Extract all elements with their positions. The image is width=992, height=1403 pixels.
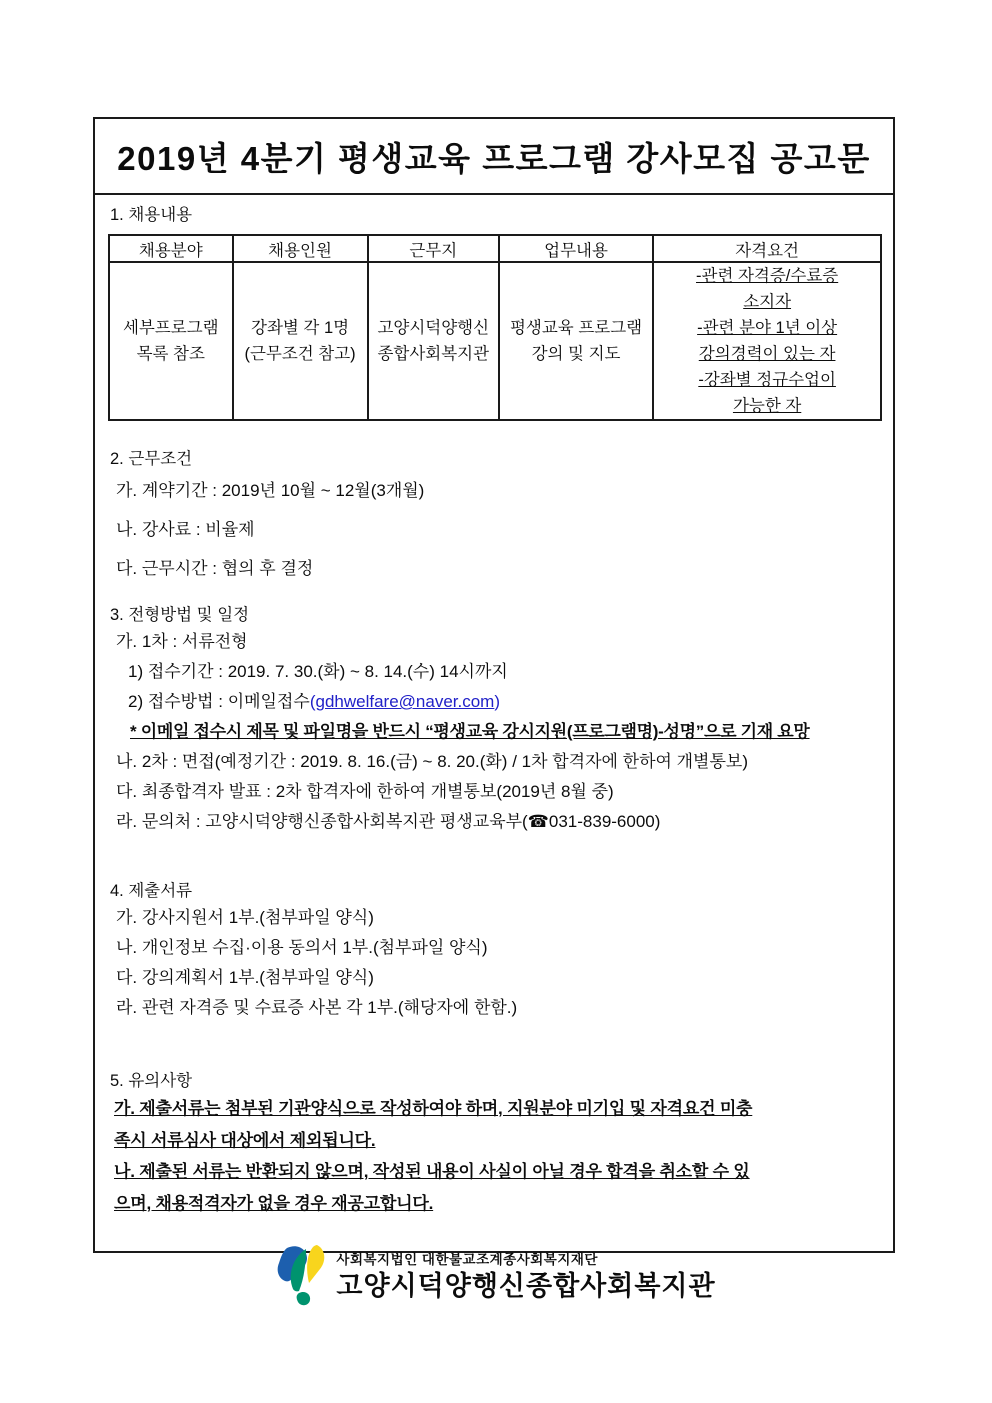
email-naming-note: * 이메일 접수시 제목 및 파일명을 반드시 “평생교육 강시지원(프로그램명)-성명”으로 기재 요망	[130, 722, 810, 741]
work-condition-item: 가. 계약기간 : 2019년 10월 ~ 12월(3개월)	[116, 481, 425, 500]
welfare-center-logo-icon	[272, 1245, 328, 1309]
qualification-line: 강의경력이 있는 자	[698, 345, 836, 363]
section-heading-selection: 3. 전형방법 및 일정	[110, 606, 250, 624]
column-header-workplace: 근무지	[368, 235, 499, 262]
table-row	[109, 262, 881, 420]
organization-names	[336, 1251, 715, 1303]
column-header-field: 채용분야	[109, 235, 233, 262]
notice-line: 가. 제출서류는 첨부된 기관양식으로 작성하여야 하며, 지원분야 미기입 및 자격요건 미충	[114, 1099, 753, 1118]
selection-item-final-announcement: 다. 최종합격자 발표 : 2차 합격자에 한하여 개별통보(2019년 8월 중)	[116, 782, 614, 801]
qualification-line: -강좌별 정규수업이	[698, 371, 836, 389]
column-header-qualifications: 자격요건	[653, 235, 881, 262]
column-header-count: 채용인원	[233, 235, 368, 262]
section-heading-documents: 4. 제출서류	[110, 882, 193, 900]
section-heading-work-conditions: 2. 근무조건	[110, 450, 193, 468]
qualification-line: -관련 분야 1년 이상	[697, 319, 838, 337]
announcement-document	[93, 117, 895, 1301]
cell-workplace	[368, 262, 499, 420]
section-recruitment	[108, 203, 880, 421]
section-required-documents	[108, 879, 880, 1023]
cell-field	[109, 262, 233, 420]
email-paren-open: (	[309, 692, 316, 711]
qualification-line: 가능한 자	[732, 397, 802, 415]
email-link[interactable]: gdhwelfare@naver.com	[315, 692, 495, 711]
foundation-name: 사회복지법인 대한불교조계종사회복지재단	[336, 1252, 598, 1267]
section-heading-notices: 5. 유의사항	[110, 1072, 193, 1090]
email-paren-close: )	[494, 692, 501, 711]
cell-duty-line1: 평생교육 프로그램	[509, 319, 643, 337]
recruitment-table	[108, 234, 882, 421]
qualification-line: 소지자	[743, 293, 792, 311]
cell-workplace-line1: 고양시덕양행신	[377, 319, 490, 337]
welfare-center-name: 고양시덕양행신종합사회복지관	[336, 1271, 716, 1301]
apply-method-text: 2) 접수방법 : 이메일접수	[128, 692, 310, 711]
cell-qualifications	[653, 262, 881, 420]
selection-subitem-method	[108, 687, 880, 717]
notice-line: 족시 서류심사 대상에서 제외됩니다.	[114, 1130, 376, 1150]
work-condition-item: 나. 강사료 : 비율제	[116, 520, 255, 539]
cell-count-line2: (근무조건 참고)	[244, 345, 356, 363]
section-notices	[108, 1069, 880, 1219]
organization-footer	[108, 1245, 880, 1309]
document-item: 다. 강의계획서 1부.(첨부파일 양식)	[116, 968, 374, 987]
document-body	[95, 195, 893, 1309]
cell-count-line1: 강좌별 각 1명	[251, 319, 350, 337]
section-work-conditions	[108, 447, 880, 588]
document-item: 가. 강사지원서 1부.(첨부파일 양식)	[116, 908, 374, 927]
document-item: 나. 개인정보 수집·이용 동의서 1부.(첨부파일 양식)	[116, 938, 488, 957]
cell-workplace-line2: 종합사회복지관	[377, 345, 490, 363]
cell-duty-line2: 강의 및 지도	[531, 345, 621, 363]
selection-item-contact: 라. 문의처 : 고양시덕양행신종합사회복지관 평생교육부(☎031-839-6000)	[116, 812, 661, 831]
selection-subitem-period: 1) 접수기간 : 2019. 7. 30.(화) ~ 8. 14.(수) 14시까지	[128, 662, 508, 681]
document-item: 라. 관련 자격증 및 수료증 사본 각 1부.(해당자에 한함.)	[116, 998, 518, 1017]
selection-item-first-round: 가. 1차 : 서류전형	[116, 632, 248, 651]
column-header-duty: 업무내용	[499, 235, 653, 262]
section-heading-recruitment: 1. 채용내용	[110, 206, 193, 224]
selection-item-second-round: 나. 2차 : 면접(예정기간 : 2019. 8. 16.(금) ~ 8. 20.(화) / 1차 합격자에 한하여 개별통보)	[116, 752, 748, 771]
cell-duty	[499, 262, 653, 420]
table-header-row	[109, 235, 881, 262]
cell-field-line2: 목록 참조	[136, 345, 205, 363]
section-selection-process	[108, 603, 880, 837]
notice-line: 으며, 채용적격자가 없을 경우 재공고합니다.	[114, 1193, 434, 1213]
cell-count	[233, 262, 368, 420]
work-condition-item: 다. 근무시간 : 협의 후 결정	[116, 559, 314, 578]
cell-field-line1: 세부프로그램	[122, 319, 219, 337]
notice-line: 나. 제출된 서류는 반환되지 않으며, 작성된 내용이 사실이 아닐 경우 합격을 취소할 수 있	[114, 1162, 750, 1181]
document-title: 2019년 4분기 평생교육 프로그램 강사모집 공고문	[95, 119, 893, 195]
qualification-line: -관련 자격증/수료증	[696, 267, 839, 285]
